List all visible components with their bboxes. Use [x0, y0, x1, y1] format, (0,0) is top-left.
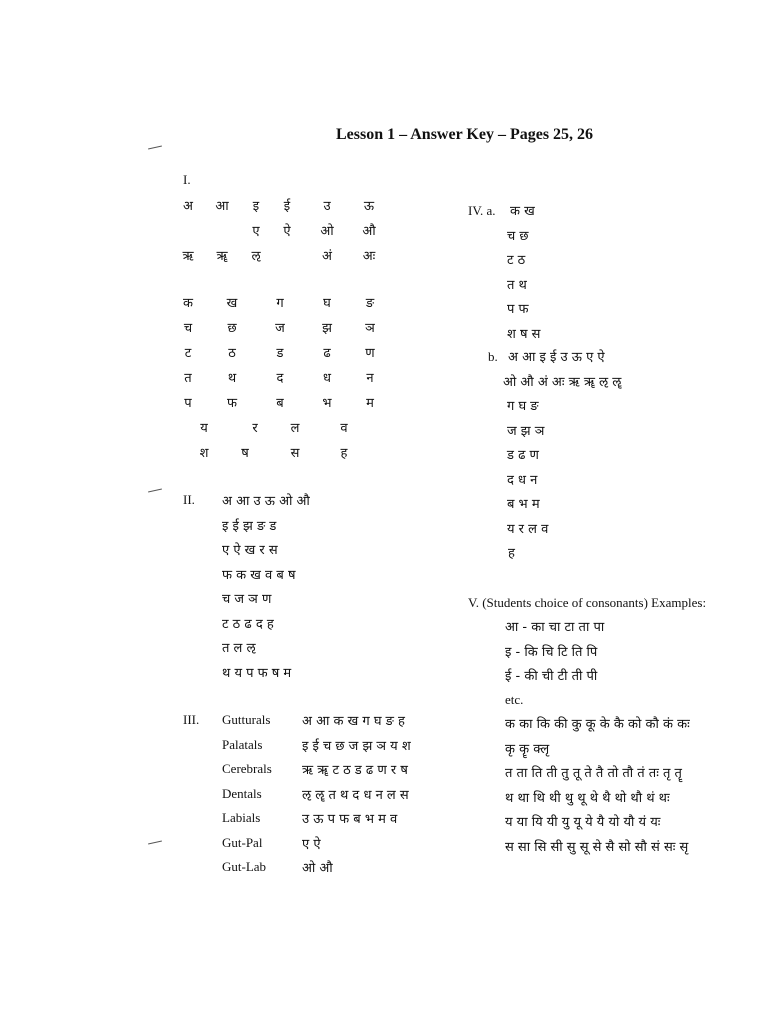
sibilant-letter: ह [340, 446, 348, 461]
page-title: Lesson 1 – Answer Key – Pages 25, 26 [336, 126, 594, 143]
consonant-letter: फ [226, 396, 238, 411]
section-2-line: अ आ उ ऊ ओ औ [222, 494, 310, 509]
section-5-syllable-line: स सा सि सी सु सू से सै सो सौ सं सः सृ [505, 839, 689, 855]
consonant-letter: ध [323, 371, 331, 386]
vowel-letter: ऌ [251, 249, 261, 264]
section-4a-line: श ष स [507, 326, 541, 342]
section-2-line: ट ठ ढ द ह [222, 616, 274, 632]
section-5-syllable-line: य या यि यी यु यू ये यै यो यौ यं यः [505, 815, 661, 830]
section-4b-line: अ आ इ ई उ ऊ ए ऐ [508, 350, 605, 365]
consonant-letter: छ [227, 321, 237, 336]
section-1-label: I. [183, 172, 191, 187]
section-2-line: च ज ञ ण [222, 592, 272, 607]
consonant-letter: ख [226, 296, 238, 311]
section-4a-line: क ख [510, 204, 535, 219]
vowel-letter: ऊ [363, 199, 375, 214]
section-4b-line: य र ल व [507, 521, 549, 537]
category-letters: ओ औ [302, 861, 333, 876]
consonant-letter: ठ [228, 346, 236, 361]
section-3-label: III. [183, 712, 200, 727]
section-4b-line: ड ढ ण [507, 448, 539, 463]
consonant-letter: भ [322, 396, 332, 411]
consonant-letter: थ [227, 371, 237, 386]
section-5-label: V. (Students choice of consonants) Examples: [468, 595, 707, 610]
consonant-letter: ड [276, 346, 284, 361]
section-2-line: फ क ख व ब ष [222, 567, 296, 583]
consonant-letter: ङ [365, 296, 375, 311]
consonant-letter: ब [276, 396, 284, 411]
category-name: Labials [222, 810, 261, 825]
vowel-letter: ऐ [283, 224, 291, 239]
vowel-letter: ई [283, 199, 291, 214]
category-name: Dentals [222, 785, 262, 801]
vowel-letter: ओ [320, 224, 334, 239]
consonant-letter: ट [184, 346, 192, 361]
consonant-letter: त [184, 371, 192, 386]
consonant-letter: ग [276, 296, 284, 311]
vowel-letter: इ [252, 199, 260, 214]
semivowel-letter: र [252, 421, 258, 436]
section-2-line: त ल ऌ [222, 641, 256, 656]
section-5-syllable-line: क का कि की कु कू के कै को कौ कं कः [505, 717, 690, 732]
sibilant-letter: श [199, 446, 209, 461]
consonant-letter: द [276, 371, 284, 386]
section-4a-line: प फ [507, 302, 529, 317]
section-2-label: II. [183, 492, 195, 507]
section-4a-line: ट ठ [507, 253, 526, 268]
vowel-letter: ऋ [182, 249, 194, 264]
vowel-letter: ॠ [216, 249, 228, 264]
section-4a-line: च छ [507, 228, 529, 244]
vowel-letter: ए [252, 224, 260, 239]
section-4b-line: ह [508, 546, 515, 561]
category-name: Cerebrals [222, 761, 272, 776]
section-4a-line: त थ [507, 277, 527, 293]
section-5-example-line: ई - की ची टी ती पी [505, 669, 598, 684]
category-letters: ऌ ॡ त थ द ध न ल स [302, 787, 409, 803]
semivowel-letter: य [200, 421, 208, 436]
vowel-letter: आ [215, 199, 229, 214]
section-5-syllable-line: थ था थि थी थु थू थे थै थो थौ थं थः [505, 790, 670, 806]
consonant-letter: ण [365, 346, 375, 361]
section-4b-line: ज झ ञ [507, 423, 545, 439]
vowel-letter: अं [322, 249, 332, 264]
section-2-line: इ ई झ ङ ड [222, 518, 277, 534]
semivowel-letter: ल [290, 421, 300, 436]
vowel-letter: अः [362, 249, 376, 264]
section-4a-label: IV. a. [468, 203, 496, 218]
section-2-line: थ य प फ ष म [222, 665, 292, 681]
margin-mark [148, 489, 162, 493]
section-4b-line: ओ औ अं अः ऋ ॠ ऌ ॡ [503, 374, 622, 390]
semivowel-letter: व [340, 421, 348, 436]
consonant-letter: झ [322, 321, 332, 336]
margin-mark [148, 146, 162, 150]
section-4b-line: ग घ ङ [507, 399, 539, 414]
section-5-syllable-line: त ता ति ती तु तू ते तै तो तौ तं तः तृ तॄ [505, 766, 682, 781]
category-name: Palatals [222, 736, 263, 752]
category-letters: ऋ ॠ ट ठ ड ढ ण र ष [302, 763, 408, 778]
section-4b-line: द ध न [507, 472, 538, 488]
consonant-letter: न [366, 371, 374, 386]
section-2-line: ए ऐ ख र स [222, 543, 278, 558]
consonant-letter: प [184, 396, 192, 411]
consonant-letter: ञ [365, 321, 375, 336]
section-5-example-line: इ - कि चि टि ति पि [505, 644, 598, 660]
margin-mark [148, 841, 162, 845]
consonant-letter: ज [275, 321, 285, 336]
sibilant-letter: स [290, 446, 300, 461]
consonant-letter: घ [323, 296, 331, 311]
section-4b-label: b. [488, 349, 498, 364]
category-name: Gut-Pal [222, 834, 263, 850]
category-letters: ए ऐ [302, 836, 321, 852]
vowel-letter: औ [362, 224, 376, 239]
section-5-example-line: आ - का चा टा ता पा [505, 620, 605, 635]
consonant-letter: ढ [323, 346, 331, 361]
category-letters: अ आ क ख ग घ ङ ह [302, 714, 405, 729]
section-5-etc: etc. [505, 692, 524, 707]
category-name: Gutturals [222, 712, 271, 727]
category-name: Gut-Lab [222, 859, 267, 874]
category-letters: इ ई च छ ज झ ञ य श [302, 738, 411, 754]
vowel-letter: अ [183, 199, 193, 214]
consonant-letter: क [183, 296, 193, 311]
category-letters: उ ऊ प फ ब भ म व [302, 812, 398, 827]
section-4b-line: ब भ म [507, 497, 540, 512]
vowel-letter: उ [323, 199, 331, 214]
section-5-syllable-line: कृ कॄ क्लृ [505, 741, 550, 757]
consonant-letter: म [366, 396, 374, 411]
sibilant-letter: ष [241, 446, 249, 461]
consonant-letter: च [183, 321, 193, 336]
